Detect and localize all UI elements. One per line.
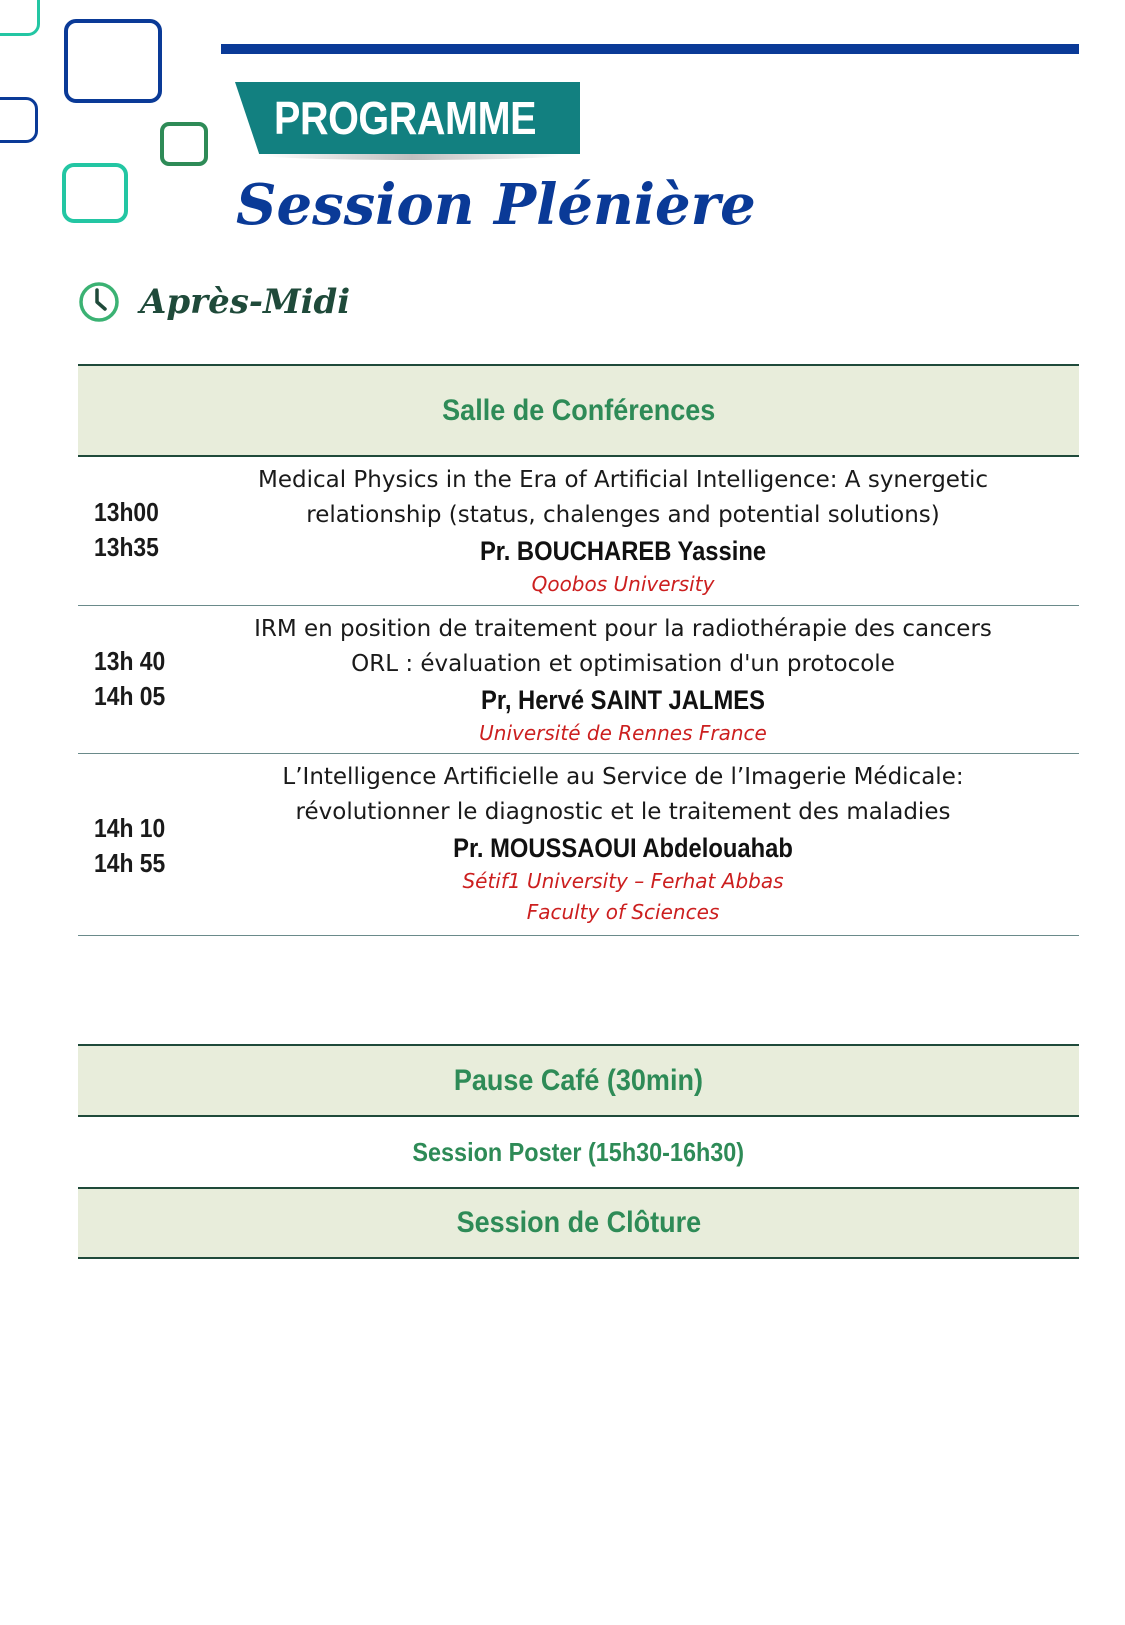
talk-title-line: L’Intelligence Artificielle au Service de l’Imagerie Médicale:: [282, 764, 964, 790]
talk-title-line: relationship (status, chalenges and potential solutions): [306, 502, 940, 528]
decor-square-green-small: [160, 122, 208, 166]
talk-row: [78, 754, 1079, 936]
talk-time: [94, 811, 200, 881]
decor-square-teal-top: [0, 0, 40, 36]
speaker-affiliation: Faculty of Sciences: [526, 900, 720, 924]
poster-session-label: Session Poster (15h30-16h30): [412, 1136, 745, 1167]
clock-icon: [78, 281, 120, 323]
time-start: 13h 40: [94, 646, 166, 676]
talk-title: [208, 612, 1038, 682]
talk-time: [94, 495, 200, 565]
period-label: Après-Midi: [140, 282, 351, 322]
talk-details: [208, 760, 1038, 928]
talk-title-line: IRM en position de traitement pour la radiothérapie des cancers: [254, 616, 992, 642]
poster-session-band: [78, 1117, 1079, 1187]
talk-row: [78, 457, 1079, 606]
talk-title-line: révolutionner le diagnostic et le traitement des maladies: [295, 799, 951, 825]
closing-session-band: [78, 1187, 1079, 1259]
time-start: 13h00: [94, 497, 159, 527]
talk-title-line: ORL : évaluation et optimisation d'un protocole: [351, 651, 895, 677]
talk-title-line: Medical Physics in the Era of Artificial Intelligence: A synergetic: [257, 467, 989, 493]
talk-row: [78, 606, 1079, 754]
header-rule: [221, 44, 1079, 54]
speaker-name: Pr, Hervé SAINT JALMES: [481, 685, 765, 715]
speaker-name: Pr. BOUCHAREB Yassine: [479, 536, 767, 566]
speaker-affiliation: Qoobos University: [531, 572, 715, 596]
speaker-affiliation: Université de Rennes France: [479, 721, 767, 745]
speaker-affiliation: Sétif1 University – Ferhat Abbas: [462, 869, 784, 893]
decor-square-teal-bottom: [62, 163, 128, 223]
talk-time: [94, 644, 200, 714]
talk-title: [208, 463, 1038, 533]
speaker-name: Pr. MOUSSAOUI Abdelouahab: [453, 833, 793, 863]
time-end: 13h35: [94, 532, 159, 562]
decor-square-navy-left: [0, 97, 38, 143]
talk-details: [208, 463, 1038, 600]
session-title: Session Plénière: [236, 172, 756, 238]
coffee-break-label: Pause Café (30min): [453, 1063, 704, 1097]
closing-session-label: Session de Clôture: [456, 1206, 701, 1239]
time-end: 14h 55: [94, 848, 166, 878]
hall-header: [78, 364, 1079, 457]
time-start: 14h 10: [94, 813, 166, 843]
time-end: 14h 05: [94, 681, 166, 711]
talk-details: [208, 612, 1038, 749]
programme-label: PROGRAMME: [274, 92, 537, 144]
talk-title: [208, 760, 1038, 830]
coffee-break-band: [78, 1044, 1079, 1117]
hall-label: Salle de Conférences: [441, 393, 716, 427]
decor-square-navy-large: [64, 19, 162, 103]
